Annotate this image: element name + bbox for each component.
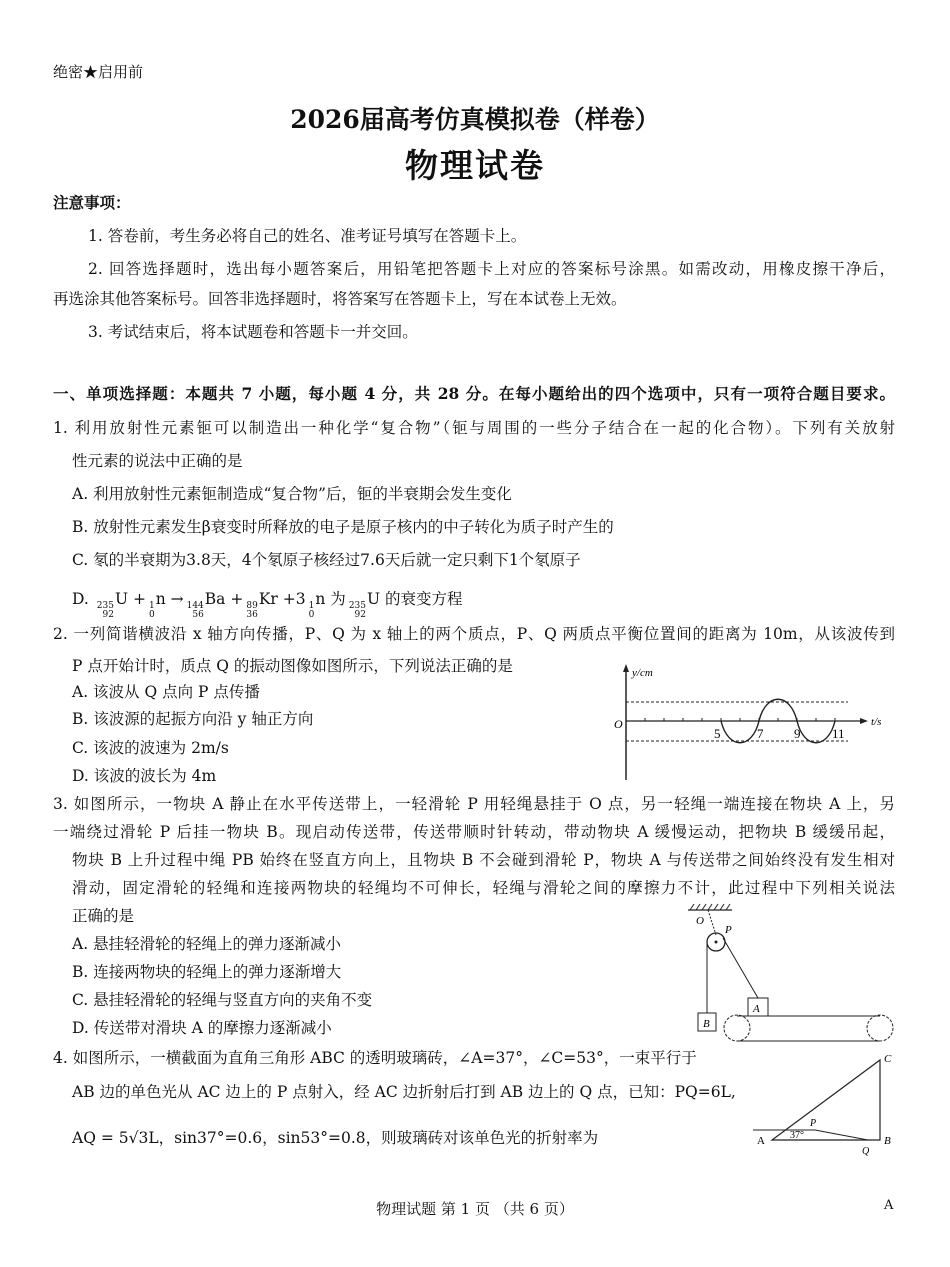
subject-title: 物理试卷 xyxy=(405,146,545,185)
option-a: A. 悬挂轻滑轮的轻绳上的弹力逐渐减小 xyxy=(72,935,342,953)
notice-item: 3. 考试结束后，将本试题卷和答题卡一并交回。 xyxy=(88,323,418,341)
question-1-stem: 性元素的说法中正确的是 xyxy=(72,452,243,470)
y-axis-label: y/cm xyxy=(632,667,653,679)
section-heading: 一、单项选择题：本题共 7 小题，每小题 4 分，共 28 分。在每小题给出的四个选项中，只有一项符合题目要求。 xyxy=(53,384,895,403)
notice-heading: 注意事项： xyxy=(53,193,131,212)
option-b: B. 放射性元素发生β衰变时所释放的电子是原子核内的中子转化为质子时产生的 xyxy=(72,518,614,536)
question-4-stem: AB 边的单色光从 AC 边上的 P 点射入，经 AC 边折射后打到 AB 边上的 Q 点，已知：PQ=6L, xyxy=(72,1083,736,1101)
label-b: B xyxy=(703,1018,710,1030)
notice-item: 1. 答卷前，考生务必将自己的姓名、准考证号填写在答题卡上。 xyxy=(88,227,527,245)
question-3-stem: 正确的是 xyxy=(72,907,135,925)
option-b: B. 该波源的起振方向沿 y 轴正方向 xyxy=(72,710,314,728)
option-c: C. 该波的波速为 2m/s xyxy=(72,739,229,757)
question-4-stem: AQ = 5√3L，sin37°=0.6，sin53°=0.8，则玻璃砖对该单色光的折射率为 xyxy=(72,1129,599,1147)
question-2-stem: P 点开始计时，质点 Q 的振动图像如图所示，下列说法正确的是 xyxy=(72,657,513,675)
prism-diagram xyxy=(750,1050,910,1160)
question-3-stem: 物块 B 上升过程中绳 PB 始终在竖直方向上，且物块 B 不会碰到滑轮 P，物块 A 与传送带之间始终没有发生相对 xyxy=(72,851,895,869)
pulley-diagram xyxy=(680,900,910,1045)
x-axis-label: t/s xyxy=(871,716,882,728)
option-c: C. 悬挂轻滑轮的轻绳与竖直方向的夹角不变 xyxy=(72,991,373,1009)
label-q: Q xyxy=(862,1146,870,1157)
tick-label: 11 xyxy=(832,726,845,741)
angle-label: 37° xyxy=(790,1130,804,1141)
option-c: C. 氡的半衰期为3.8天，4个氡原子核经过7.6天后就一定只剩下1个氡原子 xyxy=(72,551,581,569)
exam-title: 2026届高考仿真模拟卷（样卷） xyxy=(290,105,660,134)
label-a: A xyxy=(753,1003,760,1015)
version-mark: A xyxy=(884,1198,894,1213)
option-d: D. 该波的波长为 4m xyxy=(72,767,217,785)
option-a: A. 该波从 Q 点向 P 点传播 xyxy=(72,683,260,701)
vibration-graph xyxy=(600,660,900,785)
page-footer: 物理试题 第 1 页 （共 6 页） xyxy=(376,1200,574,1218)
notice-item: 再选涂其他答案标号。回答非选择题时，将答案写在答题卡上，写在本试卷上无效。 xyxy=(53,290,627,308)
option-a: A. 利用放射性元素钷制造成“复合物”后，钷的半衰期会发生变化 xyxy=(72,485,512,503)
label-a: A xyxy=(757,1135,765,1147)
question-3-stem: 一端绕过滑轮 P 后挂一物块 B。现启动传送带，传送带顺时针转动，带动物块 A 缓慢运动，把物块 B 缓缓吊起， xyxy=(53,823,895,841)
label-p: P xyxy=(725,924,732,936)
notice-item: 2. 回答选择题时，选出每小题答案后，用铅笔把答题卡上对应的答案标号涂黑。如需改动，用橡皮擦干净后， xyxy=(88,260,895,278)
question-3-stem: 滑动，固定滑轮的轻绳和连接两物块的轻绳均不可伸长，轻绳与滑轮之间的摩擦力不计，此过程中下列相关说法 xyxy=(72,879,895,897)
option-d: D. 235 92 U + 1 0 n → 144 56 Ba + 89 36 Kr +3 1 0 n 为 235 92 U 的衰变方程 xyxy=(72,590,463,620)
label-o: O xyxy=(696,915,704,927)
label-p: P xyxy=(810,1118,817,1129)
question-2-stem: 2. 一列简谐横波沿 x 轴方向传播，P、Q 为 x 轴上的两个质点，P、Q 两质点平衡位置间的距离为 10m，从该波传到 xyxy=(53,625,895,643)
question-3-stem: 3. 如图所示，一物块 A 静止在水平传送带上，一轻滑轮 P 用轻绳悬挂于 O 点，另一轻绳一端连接在物块 A 上，另 xyxy=(53,795,895,813)
label-c: C xyxy=(884,1053,892,1065)
question-4-stem: 4. 如图所示，一横截面为直角三角形 ABC 的透明玻璃砖，∠A=37°，∠C=53°，一束平行于 xyxy=(53,1049,697,1067)
option-b: B. 连接两物块的轻绳上的弹力逐渐增大 xyxy=(72,963,342,981)
tick-label: 7 xyxy=(757,726,764,741)
origin-label: O xyxy=(614,717,623,731)
tick-label: 5 xyxy=(714,726,721,741)
question-1-stem: 1. 利用放射性元素钷可以制造出一种化学“复合物”（钷与周围的一些分子结合在一起的化合物）。下列有关放射 xyxy=(53,419,895,437)
label-b: B xyxy=(884,1135,891,1147)
tick-label: 9 xyxy=(794,726,801,741)
confidential-label: 绝密★启用前 xyxy=(53,63,144,81)
option-d: D. 传送带对滑块 A 的摩擦力逐渐减小 xyxy=(72,1019,332,1037)
